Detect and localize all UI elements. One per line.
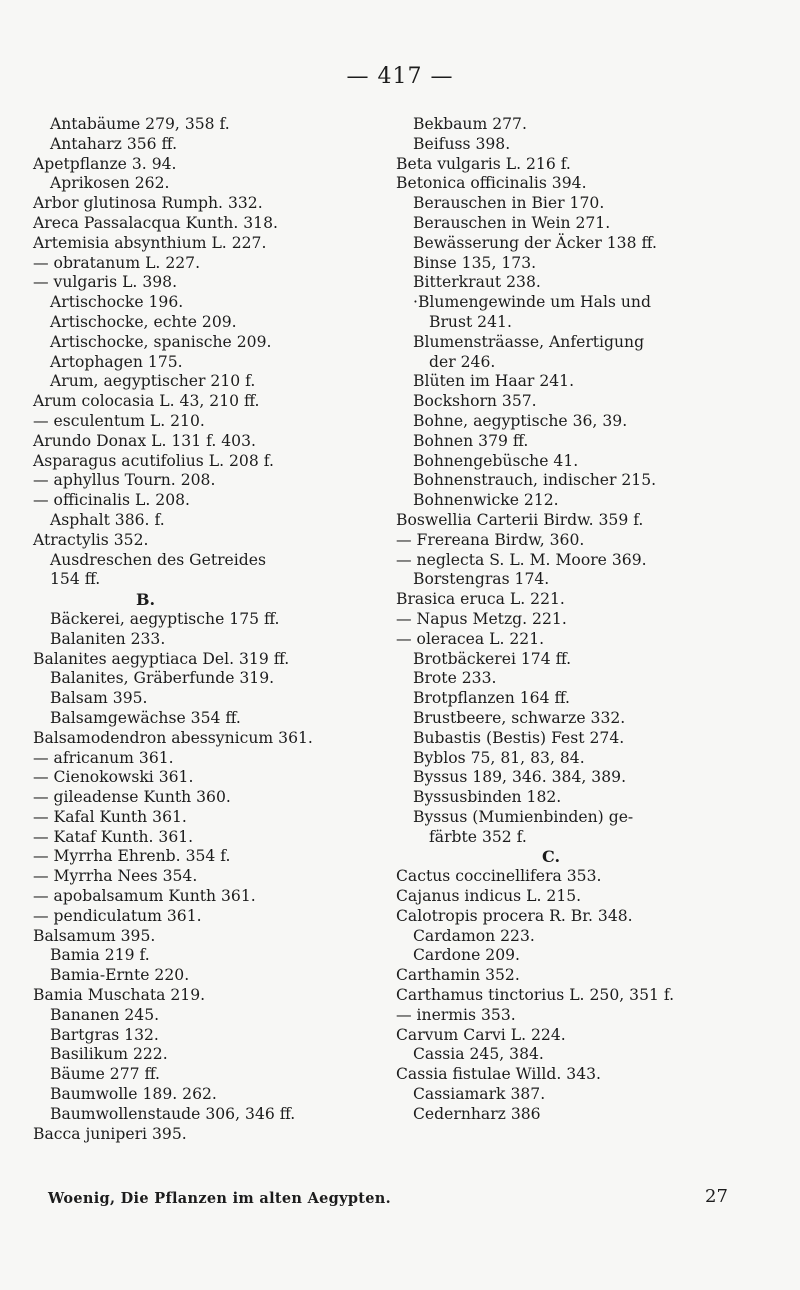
index-entry: Bamia Muschata 219. — [33, 986, 206, 1005]
section-letter: C. — [541, 847, 561, 867]
index-entry: Brust 241. — [429, 312, 512, 331]
index-entry: Byssusbinden 182. — [413, 788, 562, 807]
index-entry: Betonica officinalis 394. — [396, 174, 587, 193]
index-entry: Areca Passalacqua Kunth. 318. — [33, 213, 278, 232]
index-entry: färbte 352 f. — [429, 827, 527, 846]
index-entry: Artemisia absynthium L. 227. — [33, 233, 267, 252]
index-entry: — aphyllus Tourn. 208. — [33, 471, 216, 490]
index-entry: Bubastis (Bestis) Fest 274. — [413, 728, 625, 747]
index-entry: Carthamus tinctorius L. 250, 351 f. — [396, 986, 675, 1005]
index-entry: Borstengras 174. — [413, 570, 550, 589]
index-entry: Byblos 75, 81, 83, 84. — [413, 748, 585, 767]
index-entry: Asphalt 386. f. — [50, 510, 165, 529]
index-entry: Brotpflanzen 164 ff. — [413, 689, 570, 708]
index-entry: Asparagus acutifolius L. 208 f. — [33, 451, 274, 470]
index-column-left — [33, 115, 393, 1144]
index-entry: ·Blumengewinde um Hals und — [413, 293, 651, 312]
index-entry: Apetpflanze 3. 94. — [33, 154, 177, 173]
index-entry: Beta vulgaris L. 216 f. — [396, 154, 571, 173]
index-entry: — Myrrha Nees 354. — [33, 867, 198, 886]
index-entry: Blumensträasse, Anfertigung — [413, 332, 645, 351]
index-entry: Blüten im Haar 241. — [413, 372, 575, 391]
index-entry: Balaniten 233. — [50, 629, 166, 648]
index-entry: Arundo Donax L. 131 f. 403. — [33, 431, 256, 450]
index-entry: Boswellia Carterii Birdw. 359 f. — [396, 510, 644, 529]
index-entry: Antaharz 356 ff. — [50, 134, 178, 153]
index-entry: Balsamodendron abessynicum 361. — [33, 728, 313, 747]
index-entry: Bewässerung der Äcker 138 ff. — [413, 233, 657, 252]
index-entry: Artischocke, echte 209. — [50, 312, 237, 331]
index-entry: — vulgaris L. 398. — [33, 273, 178, 292]
index-entry: Byssus 189, 346. 384, 389. — [413, 768, 627, 787]
index-entry: Byssus (Mumienbinden) ge- — [413, 807, 634, 826]
index-entry: — Myrrha Ehrenb. 354 f. — [33, 847, 231, 866]
index-entry: — inermis 353. — [396, 1005, 516, 1024]
index-entry: Bekbaum 277. — [413, 115, 527, 133]
footer-publication: Woenig, Die Pflanzen im alten Aegypten. — [48, 1190, 391, 1207]
index-entry: Beifuss 398. — [413, 134, 511, 153]
index-column-right — [396, 115, 786, 1125]
index-entry: Bananen 245. — [50, 1005, 160, 1024]
index-entry: Bohnenstrauch, indischer 215. — [413, 471, 657, 490]
index-entry: Brustbeere, schwarze 332. — [413, 708, 626, 727]
index-entry: — Cienokowski 361. — [33, 768, 194, 787]
index-entry: — apobalsamum Kunth 361. — [33, 887, 256, 906]
index-entry: Brasica eruca L. 221. — [396, 590, 565, 609]
index-entry: — officinalis L. 208. — [33, 491, 190, 510]
index-entry: Cassia fistulae Willd. 343. — [396, 1065, 601, 1084]
index-entry: Bäckerei, aegyptische 175 ff. — [50, 609, 280, 628]
index-entry: Bohnenwicke 212. — [413, 491, 559, 510]
index-entry: — Kataf Kunth. 361. — [33, 827, 194, 846]
index-entry: — gileadense Kunth 360. — [33, 788, 231, 807]
index-entry: Arbor glutinosa Rumph. 332. — [33, 194, 263, 213]
index-entry: Cardamon 223. — [413, 926, 535, 945]
index-entry: — obratanum L. 227. — [33, 253, 201, 272]
index-entry: Berauschen in Bier 170. — [413, 194, 605, 213]
page-number: — 417 — — [346, 64, 454, 89]
index-entry: Antabäume 279, 358 f. — [50, 115, 230, 133]
index-entry: Bockshorn 357. — [413, 392, 537, 411]
index-entry: Arum colocasia L. 43, 210 ff. — [33, 392, 260, 411]
index-entry: — Napus Metzg. 221. — [396, 609, 567, 628]
index-entry: Balsam 395. — [50, 689, 148, 708]
index-entry: Bohnengebüsche 41. — [413, 451, 579, 470]
index-entry: — africanum 361. — [33, 748, 174, 767]
index-entry: Artophagen 175. — [50, 352, 183, 371]
index-entry: 154 ff. — [50, 570, 101, 589]
index-entry: Balanites aegyptiaca Del. 319 ff. — [33, 649, 290, 668]
index-entry: Cassiamark 387. — [413, 1085, 546, 1104]
index-entry: Bartgras 132. — [50, 1025, 159, 1044]
index-entry: Balanites, Gräberfunde 319. — [50, 669, 275, 688]
index-entry: Bamia 219 f. — [50, 946, 150, 965]
index-entry: Brote 233. — [413, 669, 497, 688]
index-entry: — oleracea L. 221. — [396, 629, 545, 648]
index-entry: Balsamgewächse 354 ff. — [50, 708, 241, 727]
index-entry: Bitterkraut 238. — [413, 273, 541, 292]
index-entry: Atractylis 352. — [33, 530, 149, 549]
signature-number: 27 — [705, 1186, 728, 1207]
index-entry: Bamia-Ernte 220. — [50, 966, 190, 985]
index-entry: — esculentum L. 210. — [33, 411, 205, 430]
index-entry: Arum, aegyptischer 210 f. — [50, 372, 256, 391]
index-entry: Cajanus indicus L. 215. — [396, 887, 582, 906]
index-entry: Brotbäckerei 174 ff. — [413, 649, 572, 668]
index-entry: Bacca juniperi 395. — [33, 1124, 187, 1143]
index-entry: Binse 135, 173. — [413, 253, 537, 272]
index-entry: Basilikum 222. — [50, 1045, 168, 1064]
index-entry: Ausdreschen des Getreides — [50, 550, 266, 569]
index-entry: Baumwolle 189. 262. — [50, 1085, 217, 1104]
index-entry: Artischocke, spanische 209. — [50, 332, 272, 351]
index-entry: Cassia 245, 384. — [413, 1045, 544, 1064]
index-entry: Cardone 209. — [413, 946, 521, 965]
index-entry: Bäume 277 ff. — [50, 1065, 160, 1084]
index-entry: Carthamin 352. — [396, 966, 520, 985]
index-entry: Aprikosen 262. — [50, 174, 170, 193]
index-entry: — Kafal Kunth 361. — [33, 807, 187, 826]
index-entry: — neglecta S. L. M. Moore 369. — [396, 550, 647, 569]
index-entry: Cactus coccinellifera 353. — [396, 867, 602, 886]
index-entry: Cedernharz 386 — [413, 1104, 541, 1123]
index-entry: Berauschen in Wein 271. — [413, 213, 611, 232]
index-entry: Carvum Carvi L. 224. — [396, 1025, 566, 1044]
index-entry: — Frereana Birdw, 360. — [396, 530, 585, 549]
index-entry: Artischocke 196. — [50, 293, 184, 312]
index-entry: — pendiculatum 361. — [33, 906, 202, 925]
index-entry: Baumwollenstaude 306, 346 ff. — [50, 1104, 296, 1123]
section-letter: B. — [135, 590, 156, 610]
index-entry: Balsamum 395. — [33, 926, 156, 945]
index-entry: Bohnen 379 ff. — [413, 431, 529, 450]
index-entry: der 246. — [429, 352, 496, 371]
index-entry: Bohne, aegyptische 36, 39. — [413, 411, 628, 430]
index-entry: Calotropis procera R. Br. 348. — [396, 906, 633, 925]
